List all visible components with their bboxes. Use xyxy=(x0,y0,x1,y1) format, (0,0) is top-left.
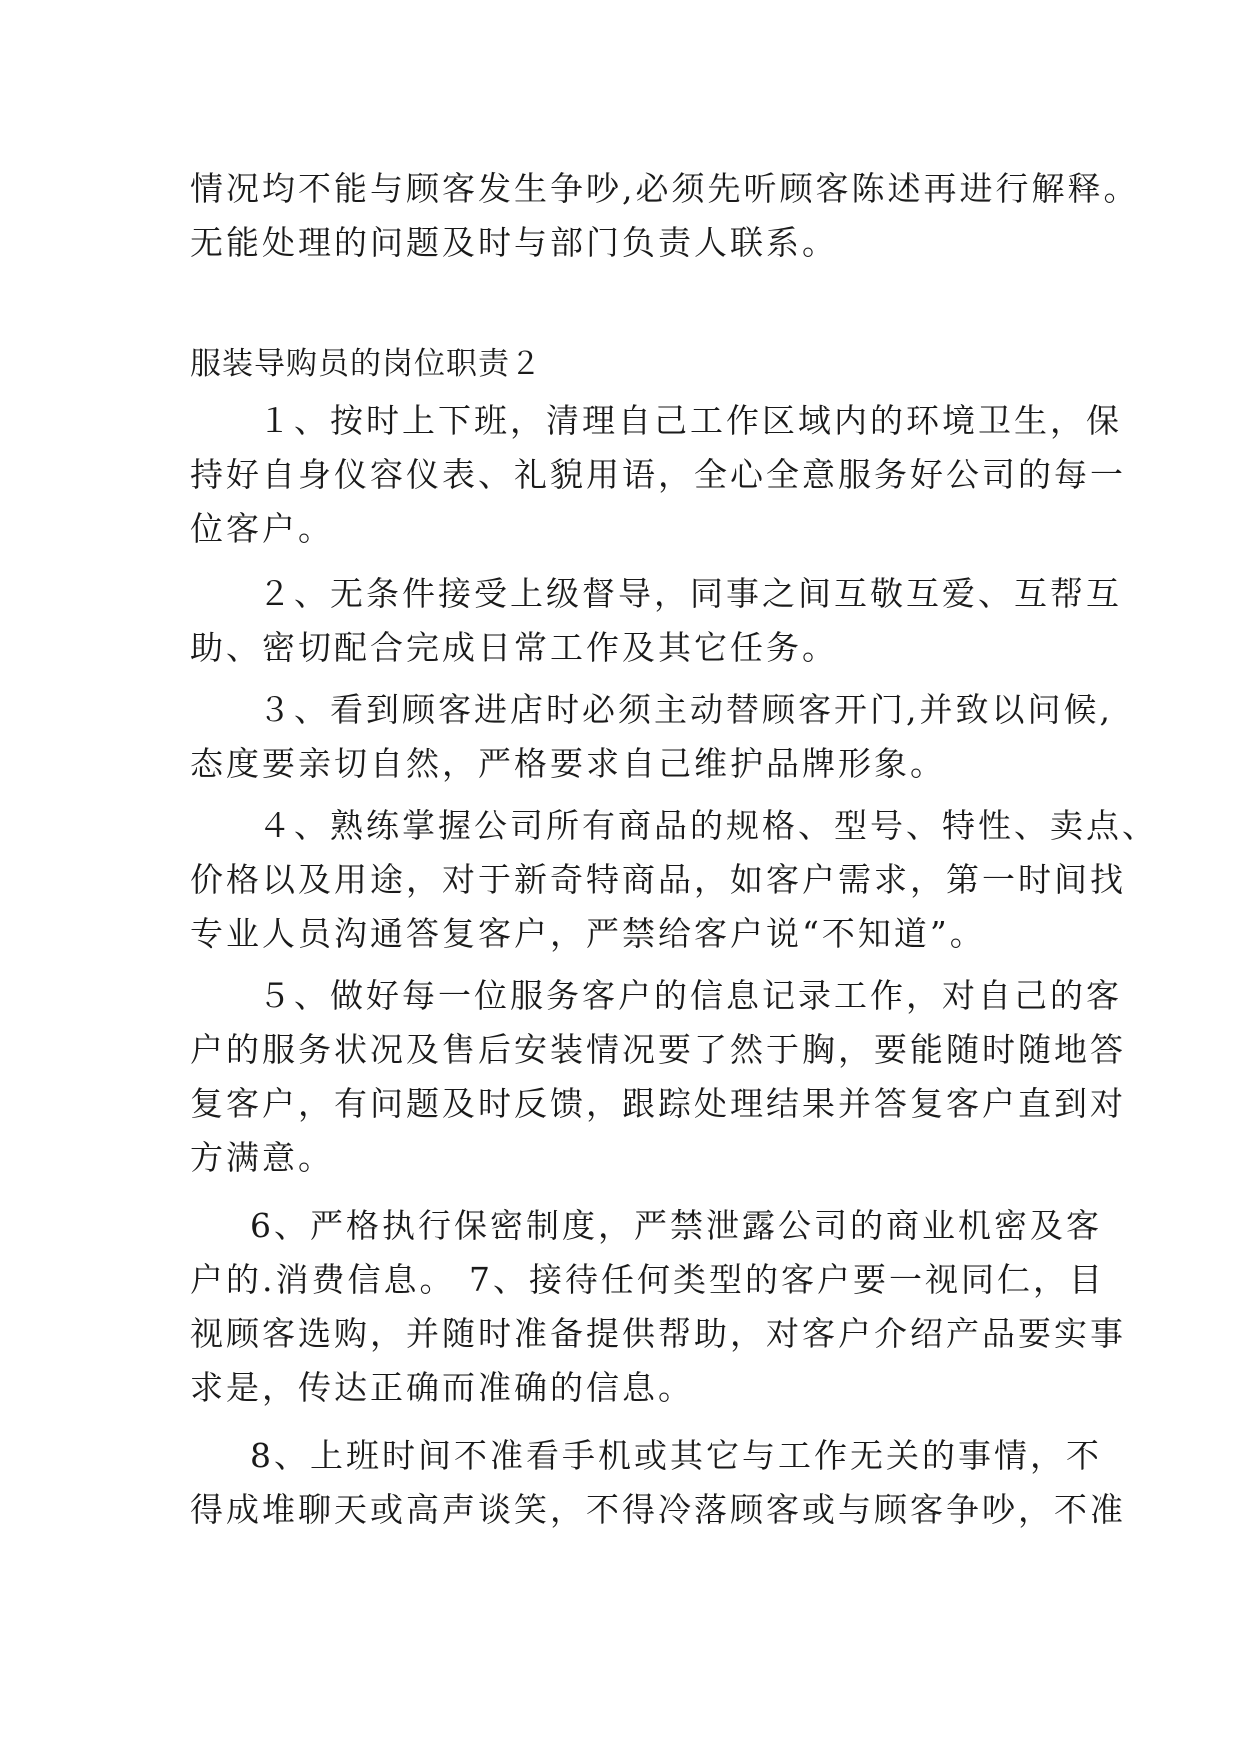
item-3-line-1: ３、看到顾客进店时必须主动替顾客开门,并致以问候, xyxy=(258,690,1113,729)
item-6-line-1: 6、严格执行保密制度，严禁泄露公司的商业机密及客 xyxy=(250,1206,1102,1245)
item-7-line-3: 求是，传达正确而准确的信息。 xyxy=(190,1368,694,1407)
item-2-line-1: ２、无条件接受上级督导，同事之间互敬互爱、互帮互 xyxy=(258,574,1122,613)
item-1-line-2: 持好自身仪容仪表、礼貌用语，全心全意服务好公司的每一 xyxy=(190,455,1126,494)
item-5-line-2: 户的服务状况及售后安装情况要了然于胸，要能随时随地答 xyxy=(190,1030,1126,1069)
item-4-line-3: 专业人员沟通答复客户，严禁给客户说“不知道”。 xyxy=(190,914,986,953)
item-1-line-3: 位客户。 xyxy=(190,509,334,548)
intro-line-2: 无能处理的问题及时与部门负责人联系。 xyxy=(190,223,838,262)
item-5-line-3: 复客户，有问题及时反馈，跟踪处理结果并答复客户直到对 xyxy=(190,1084,1126,1123)
item-4-line-2: 价格以及用途，对于新奇特商品，如客户需求，第一时间找 xyxy=(190,860,1126,899)
item-5-line-1: ５、做好每一位服务客户的信息记录工作，对自己的客 xyxy=(258,976,1122,1015)
item-6-line-2: 户的.消费信息。 7、接待任何类型的客户要一视同仁，目 xyxy=(190,1260,1105,1299)
intro-line-1: 情况均不能与顾客发生争吵,必须先听顾客陈述再进行解释。 xyxy=(190,169,1140,208)
section-title: 服装导购员的岗位职责２ xyxy=(190,346,542,382)
item-1-line-1: １、按时上下班，清理自己工作区域内的环境卫生，保 xyxy=(258,401,1122,440)
item-2-line-2: 助、密切配合完成日常工作及其它任务。 xyxy=(190,628,838,667)
item-4-line-1: ４、熟练掌握公司所有商品的规格、型号、特性、卖点、 xyxy=(258,806,1158,845)
item-8-line-2: 得成堆聊天或高声谈笑，不得冷落顾客或与顾客争吵，不准 xyxy=(190,1490,1126,1529)
item-7-line-2: 视顾客选购，并随时准备提供帮助，对客户介绍产品要实事 xyxy=(190,1314,1126,1353)
item-5-line-4: 方满意。 xyxy=(190,1138,334,1177)
item-3-line-2: 态度要亲切自然，严格要求自己维护品牌形象。 xyxy=(190,744,946,783)
item-8-line-1: 8、上班时间不准看手机或其它与工作无关的事情，不 xyxy=(250,1436,1102,1475)
